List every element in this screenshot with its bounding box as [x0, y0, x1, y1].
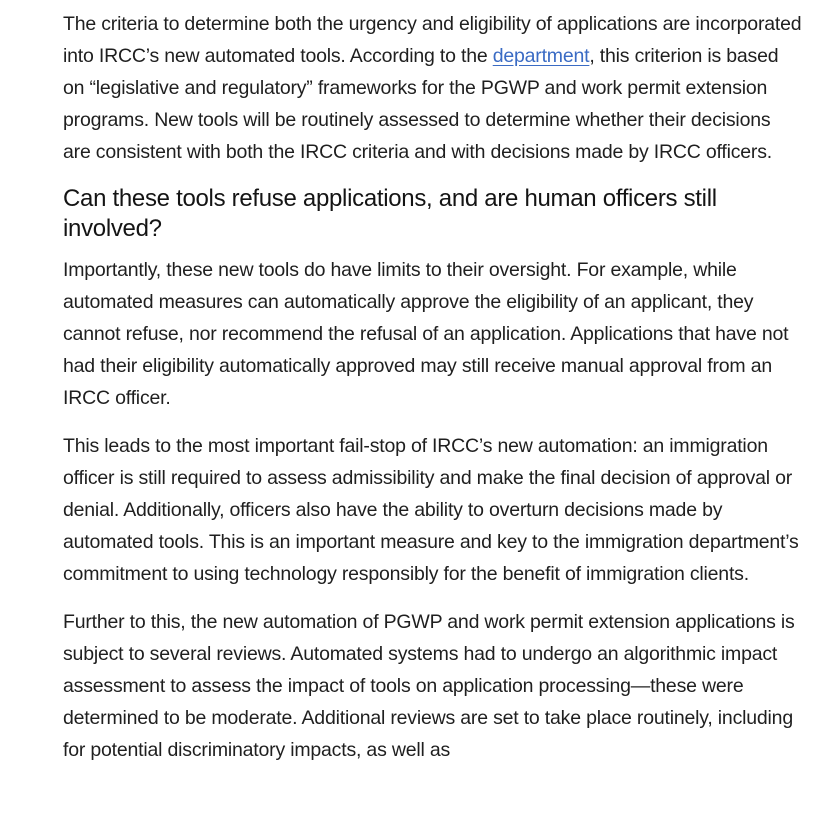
paragraph-reviews: Further to this, the new automation of PGWP and work permit extension applications is subject to several reviews. Automated systems had to undergo an algorithmic impact assessment to assess the impact of tools on application processing—these were determined to be moderate. Additional reviews are set to take place routinely, including for potential discriminatory impacts, as well as: [63, 611, 795, 761]
article-body: [63, 8, 803, 766]
paragraph-criteria: [63, 8, 803, 168]
paragraph-limits: Importantly, these new tools do have limits to their oversight. For example, while automated measures can automatically approve the eligibility of an applicant, they cannot refuse, nor recommend the refusal of an application. Applications that have not had their eligibility automatically approved may still receive manual approval from an IRCC officer.: [63, 259, 789, 409]
paragraph-fail-stop: This leads to the most important fail-stop of IRCC’s new automation: an immigration officer is still required to assess admissibility and make the final decision of approval or denial. Additionally, officers also have the ability to overturn decisions made by automated tools. This is an important measure and key to the immigration department’s commitment to using technology responsibly for the benefit of immigration clients.: [63, 435, 799, 585]
department-link[interactable]: department: [492, 45, 590, 67]
paragraph-criteria-text-before: The criteria to determine both the urgency and eligibility of applications are incorporated into IRCC’s new automated tools. According to the: [63, 13, 802, 67]
section-heading: Can these tools refuse applications, and are human officers still involved?: [63, 185, 717, 242]
paragraph-criteria-text-after: , this criterion is based on “legislative and regulatory” frameworks for the PGWP and work permit extension programs. New tools will be routinely assessed to determine whether their decisions are consistent with both the IRCC criteria and with decisions made by IRCC officers.: [63, 45, 779, 163]
